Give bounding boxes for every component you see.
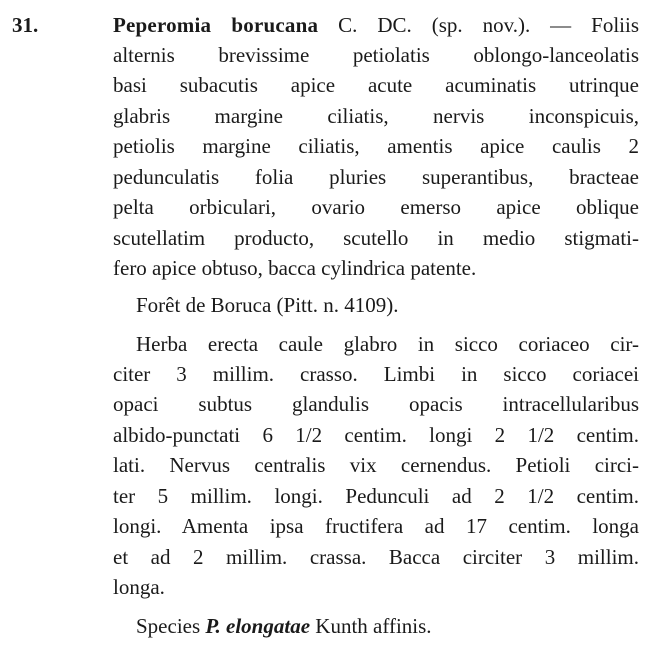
entry-number: 31.	[12, 13, 39, 37]
notes-line-6: ter 5 millim. longi. Pedunculi ad 2 1/2 centim.	[113, 484, 639, 508]
description-line-6: pelta orbiculari, ovario emerso apice oblique	[113, 195, 639, 219]
description-line-7: scutellatim producto, scutello in medio stigmati-	[113, 226, 639, 250]
description-line-5: pedunculatis folia pluries superantibus, bracteae	[113, 165, 639, 189]
notes-line-4: albido-punctati 6 1/2 centim. longi 2 1/2 centim.	[113, 423, 639, 447]
heading-rest: C. DC. (sp. nov.). — Foliis	[338, 13, 639, 37]
notes-line-9: longa.	[113, 575, 165, 599]
description-line-8: fero apice obtuso, bacca cylindrica patente.	[113, 256, 477, 280]
affinity-line	[136, 611, 432, 641]
locality-line: Forêt de Boruca (Pitt. n. 4109).	[136, 293, 399, 317]
description-line-1: alternis brevissime petiolatis oblongo-lanceolatis	[113, 43, 639, 67]
description-line-3: glabris margine ciliatis, nervis inconspicuis,	[113, 104, 639, 128]
notes-line-7: longi. Amenta ipsa fructifera ad 17 centim. longa	[113, 514, 639, 538]
notes-line-5: lati. Nervus centralis vix cernendus. Petioli circi-	[113, 453, 639, 477]
affinity-species: P. elongatae	[205, 614, 311, 638]
affinity-prefix: Species	[136, 614, 201, 638]
entry-heading-line	[113, 10, 639, 40]
affinity-suffix: Kunth affinis.	[315, 614, 432, 638]
notes-line-2: citer 3 millim. crasso. Limbi in sicco coriacei	[113, 362, 639, 386]
notes-line-1: Herba erecta caule glabro in sicco coriaceo cir-	[136, 332, 639, 356]
notes-line-8: et ad 2 millim. crassa. Bacca circiter 3 millim.	[113, 545, 639, 569]
notes-line-3: opaci subtus glandulis opacis intracellularibus	[113, 392, 639, 416]
description-line-4: petiolis margine ciliatis, amentis apice caulis 2	[113, 134, 639, 158]
taxon-name: Peperomia borucana	[113, 13, 319, 37]
description-line-2: basi subacutis apice acute acuminatis utrinque	[113, 73, 639, 97]
